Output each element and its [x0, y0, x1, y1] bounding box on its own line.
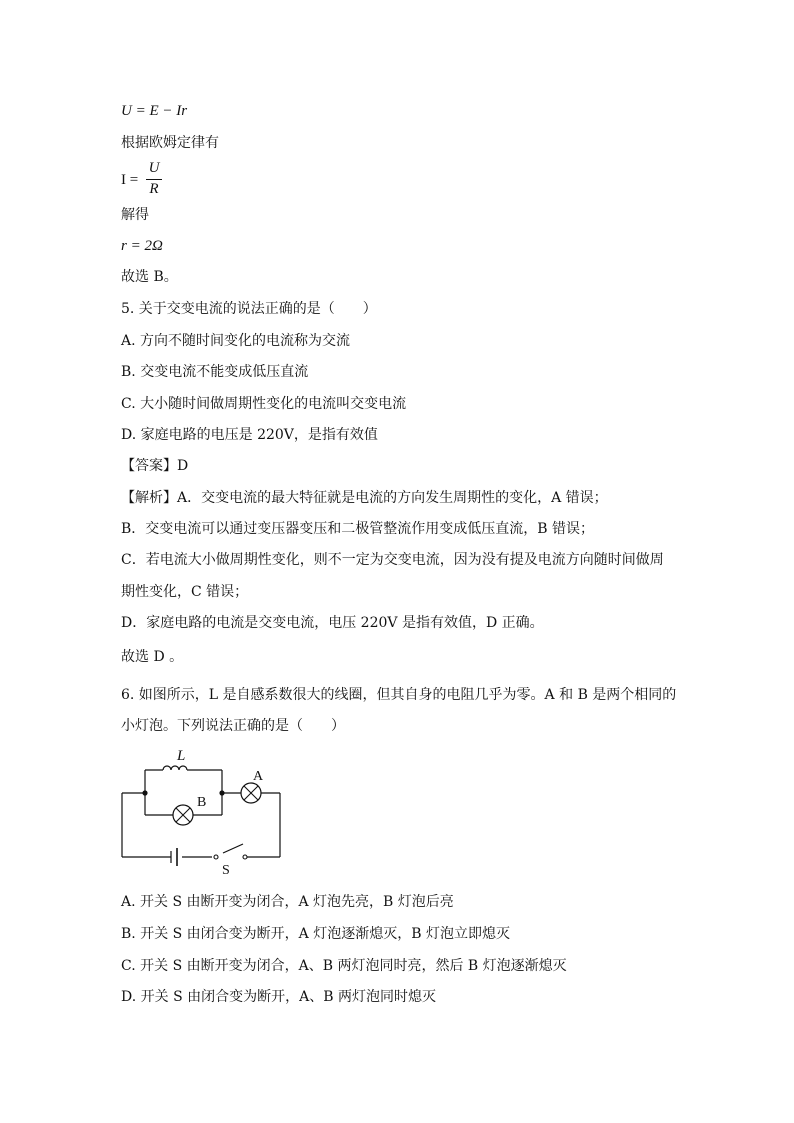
conclusion-prev: 故选 B。 — [121, 269, 178, 285]
q5-analysis-line: B．交变电流可以通过变压器变压和二极管整流作用变成低压直流，B 错误； — [121, 521, 595, 537]
q6-option-b: B. 开关 S 由闭合变为断开，A 灯泡逐渐熄灭，B 灯泡立即熄灭 — [121, 926, 510, 942]
q6-option-d: D. 开关 S 由闭合变为断开，A、B 两灯泡同时熄灭 — [121, 989, 436, 1005]
junction-right — [219, 790, 224, 795]
circuit-diagram — [115, 740, 290, 875]
solve-text: 解得 — [121, 207, 149, 223]
bulb-a-label: A — [253, 769, 264, 784]
switch-label: S — [222, 863, 230, 875]
q6-stem-line2: 小灯泡。下列说法正确的是（ ） — [121, 718, 345, 734]
q5-analysis-line: C．若电流大小做周期性变化，则不一定为交变电流，因为没有提及电流方向随时间做周 — [121, 552, 664, 568]
q5-option-c: C. 大小随时间做周期性变化的电流叫交变电流 — [121, 396, 407, 412]
result-equation: r = 2Ω — [121, 238, 163, 254]
q5-analysis-line: 期性变化，C 错误； — [121, 584, 249, 600]
coil-label: L — [177, 748, 186, 764]
fraction-bar — [146, 179, 162, 180]
fraction-numerator: U — [148, 160, 160, 176]
fraction-denominator: R — [149, 181, 159, 197]
q6-option-c: C. 开关 S 由断开变为闭合，A、B 两灯泡同时亮，然后 B 灯泡逐渐熄灭 — [121, 958, 567, 974]
bulb-b-icon — [173, 805, 193, 825]
junction-left — [142, 790, 147, 795]
ohm-law-text: 根据欧姆定律有 — [121, 135, 219, 151]
q5-option-d: D. 家庭电路的电压是 220V，是指有效值 — [121, 427, 378, 443]
equation-terminal-voltage: U = E − Ir — [121, 103, 188, 119]
q6-stem-line1: 6. 如图所示，L 是自感系数很大的线圈，但其自身的电阻几乎为零。A 和 B 是两个相同的 — [121, 687, 677, 703]
ohm-law-fraction — [121, 160, 181, 200]
q6-option-a: A. 开关 S 由断开变为闭合，A 灯泡先亮，B 灯泡后亮 — [121, 894, 454, 910]
q5-analysis-line: D．家庭电路的电流是交变电流，电压 220V 是指有效值，D 正确。 — [121, 615, 544, 631]
q5-option-a: A. 方向不随时间变化的电流称为交流 — [121, 333, 351, 349]
q5-answer: 【答案】D — [121, 458, 189, 474]
switch-contact-left — [214, 855, 218, 859]
q5-option-b: B. 交变电流不能变成低压直流 — [121, 364, 309, 380]
fraction-lhs: I = — [121, 172, 139, 188]
q5-stem: 5. 关于交变电流的说法正确的是（ ） — [121, 301, 377, 317]
q5-conclusion: 故选 D 。 — [121, 649, 184, 665]
switch-contact-right — [243, 855, 247, 859]
bulb-a-icon — [241, 783, 261, 803]
q5-analysis-line: 【解析】A．交变电流的最大特征就是电流的方向发生周期性的变化，A 错误； — [121, 490, 608, 506]
bulb-b-label: B — [197, 795, 207, 810]
